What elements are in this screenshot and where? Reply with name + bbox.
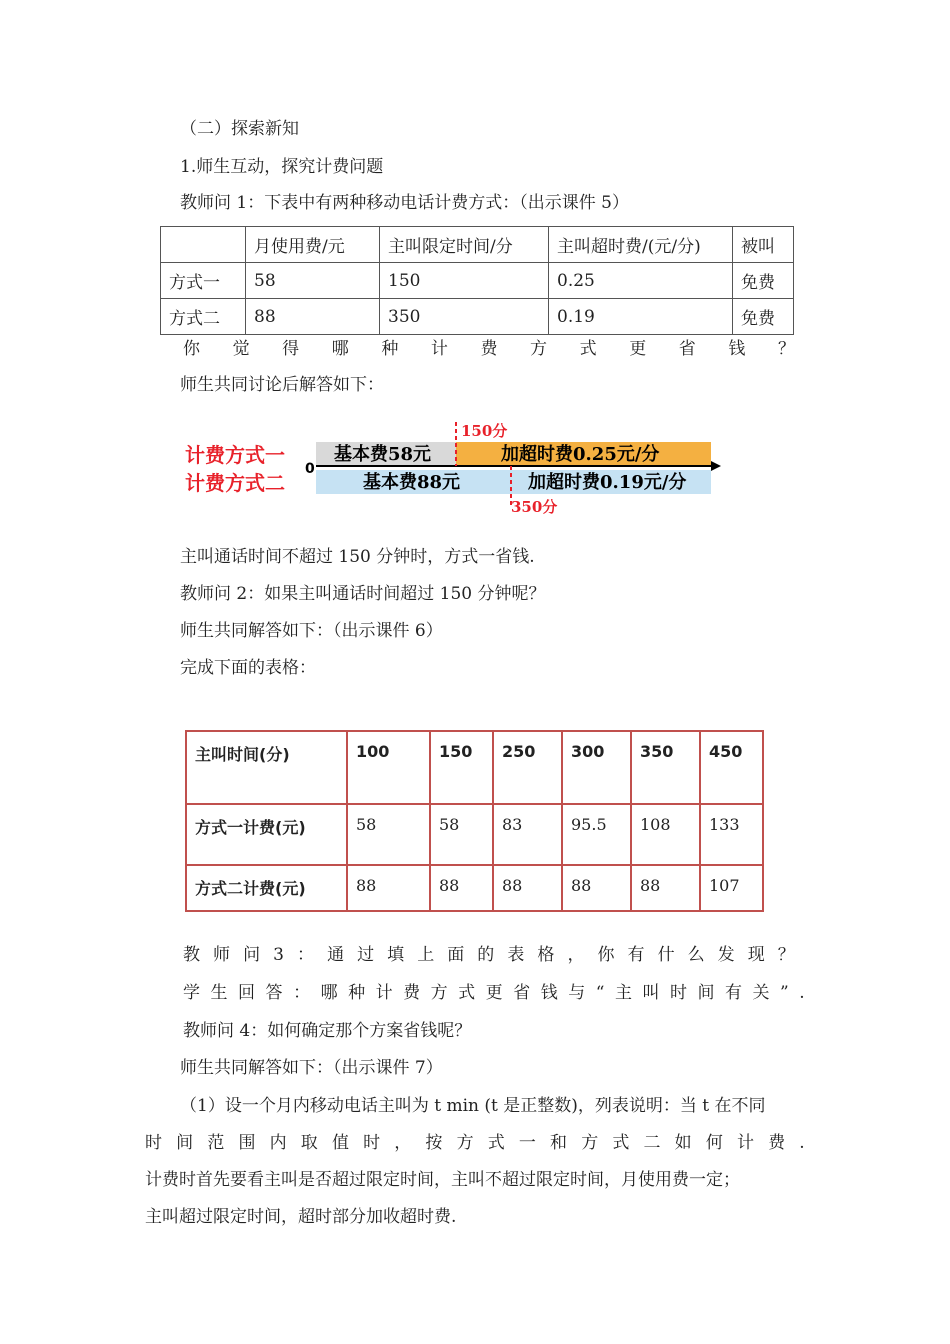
answer-2: 师生共同解答如下：（出示课件 6）	[180, 621, 443, 641]
table-cell: 58	[246, 263, 380, 299]
table-cell: 150	[430, 731, 493, 804]
text-char: ”	[780, 983, 789, 1003]
paragraph-line-4: 主叫超过限定时间，超时部分加收超时费.	[145, 1207, 457, 1227]
text-char: ：	[293, 983, 311, 1003]
table-cell: 88	[430, 865, 493, 911]
text-char: 回	[238, 983, 256, 1003]
table-cell: 免费	[733, 299, 794, 335]
text-char: 关	[752, 983, 770, 1003]
table-cell: 月使用费/元	[246, 227, 380, 263]
teacher-question-2: 教师问 2：如果主叫通话时间超过 150 分钟呢？	[180, 584, 546, 604]
question-prompt	[183, 338, 795, 360]
table-cell: 95.5	[562, 804, 631, 865]
table-cell: 133	[700, 804, 763, 865]
plan1-label: 计费方式一	[185, 443, 285, 467]
text-char: 费	[768, 1133, 786, 1153]
table-row	[186, 865, 763, 911]
text-char: 么	[687, 945, 705, 965]
text-char: 式	[458, 983, 476, 1003]
text-char: 方	[430, 983, 448, 1003]
subheading: 1.师生互动，探究计费问题	[180, 157, 384, 177]
text-char: 何	[705, 1133, 723, 1153]
text-char: 方	[530, 339, 548, 359]
table-cell: 88	[246, 299, 380, 335]
table-cell	[161, 227, 246, 263]
text-char: 哪	[331, 339, 349, 359]
text-char: 取	[300, 1133, 318, 1153]
text-char: 钱	[728, 339, 746, 359]
text-char: 主	[614, 983, 632, 1003]
table-cell: 方式二	[161, 299, 246, 335]
plan2-extra-text: 加超时费0.19元/分	[528, 472, 687, 493]
table-cell: 58	[347, 804, 430, 865]
text-char: 内	[269, 1133, 287, 1153]
text-char: 时	[669, 983, 687, 1003]
text-char: 答	[265, 983, 283, 1003]
table-row	[186, 731, 763, 804]
text-char: 和	[550, 1133, 568, 1153]
plan1-extra-text: 加超时费0.25元/分	[501, 444, 660, 465]
text-char: 范	[207, 1133, 225, 1153]
answer-3: 师生共同解答如下：（出示课件 7）	[180, 1058, 443, 1078]
text-char: 方	[456, 1133, 474, 1153]
text-char: ：	[297, 945, 315, 965]
text-char: 式	[612, 1133, 630, 1153]
table-cell: 150	[380, 263, 549, 299]
text-char: 如	[674, 1133, 692, 1153]
text-char: 问	[243, 945, 261, 965]
table-cell: 100	[347, 731, 430, 804]
paragraph-line-2	[145, 1132, 805, 1154]
text-char: 省	[513, 983, 531, 1003]
table-cell: 300	[562, 731, 631, 804]
text-char: 有	[627, 945, 645, 965]
text-char: 3	[273, 945, 284, 965]
mark-150-label: 150分	[461, 422, 508, 440]
text-char: 得	[282, 339, 300, 359]
text-char: 你	[597, 945, 615, 965]
section-heading: （二）探索新知	[180, 119, 299, 139]
table-cell: 88	[493, 865, 562, 911]
text-char: 叫	[642, 983, 660, 1003]
table-cell: 0.25	[549, 263, 733, 299]
table-cell: 88	[562, 865, 631, 911]
cost-comparison-table	[185, 730, 764, 912]
text-char: 间	[176, 1133, 194, 1153]
text-char: 二	[643, 1133, 661, 1153]
table-cell: 88	[347, 865, 430, 911]
text-char: 有	[725, 983, 743, 1003]
text-char: 更	[629, 339, 647, 359]
text-char: 种	[381, 339, 399, 359]
text-char: 计	[375, 983, 393, 1003]
table-cell: 免费	[733, 263, 794, 299]
text-char: .	[799, 983, 805, 1003]
text-char: 计	[430, 339, 448, 359]
text-char: 与	[568, 983, 586, 1003]
table-row	[161, 299, 794, 335]
table-cell: 主叫时间(分)	[186, 731, 347, 804]
paragraph-line-1: （1）设一个月内移动电话主叫为 t min (t 是正整数)，列表说明：当 t 在不同	[180, 1096, 766, 1116]
text-char: 钱	[540, 983, 558, 1003]
axis-arrow	[711, 461, 721, 471]
paragraph-line-3: 计费时首先要看主叫是否超过限定时间，主叫不超过限定时间，月使用费一定；	[145, 1170, 740, 1190]
answer-1: 主叫通话时间不超过 150 分钟时，方式一省钱.	[180, 547, 535, 567]
text-char: 费	[403, 983, 421, 1003]
text-char: 生	[210, 983, 228, 1003]
teacher-question-3	[183, 944, 795, 966]
text-char: 一	[518, 1133, 536, 1153]
student-answer	[183, 982, 805, 1004]
text-char: 更	[485, 983, 503, 1003]
table-cell: 58	[430, 804, 493, 865]
table-cell: 方式一计费(元)	[186, 804, 347, 865]
text-char: 种	[348, 983, 366, 1003]
table-cell: 250	[493, 731, 562, 804]
text-char: 面	[447, 945, 465, 965]
text-char: 师	[213, 945, 231, 965]
text-char: 时	[363, 1133, 381, 1153]
text-char: 计	[736, 1133, 754, 1153]
table-cell: 108	[631, 804, 700, 865]
text-char: 格	[537, 945, 555, 965]
text-char: 你	[183, 339, 200, 359]
text-char: 式	[579, 339, 597, 359]
text-char: 教	[183, 945, 200, 965]
table-cell: 方式二计费(元)	[186, 865, 347, 911]
text-char: 上	[417, 945, 435, 965]
table-cell: 0.19	[549, 299, 733, 335]
axis-zero: 0	[305, 461, 315, 477]
text-char: 学	[183, 983, 200, 1003]
teacher-question-4: 教师问 4：如何确定那个方案省钱呢？	[183, 1021, 472, 1041]
text-char: 时	[145, 1133, 162, 1153]
plan2-base-text: 基本费88元	[363, 472, 461, 493]
table-cell: 83	[493, 804, 562, 865]
text-char: 费	[480, 339, 498, 359]
table-cell: 主叫限定时间/分	[380, 227, 549, 263]
text-char: 值	[331, 1133, 349, 1153]
text-char: 什	[657, 945, 675, 965]
table-cell: 方式一	[161, 263, 246, 299]
text-char: .	[799, 1133, 805, 1153]
table-cell: 350	[380, 299, 549, 335]
text-char: 的	[477, 945, 495, 965]
table-row	[161, 263, 794, 299]
mark-350-label: 350分	[511, 498, 558, 516]
text-char: “	[595, 983, 605, 1003]
text-char: 现	[747, 945, 765, 965]
text-char: 表	[507, 945, 525, 965]
teacher-question-1: 教师问 1：下表中有两种移动电话计费方式：（出示课件 5）	[180, 193, 629, 213]
text-char: 哪	[320, 983, 338, 1003]
discussion-line: 师生共同讨论后解答如下：	[180, 375, 384, 395]
table-cell: 450	[700, 731, 763, 804]
fill-table-instruction: 完成下面的表格：	[180, 658, 316, 678]
text-char: 式	[487, 1133, 505, 1153]
text-char: 发	[717, 945, 735, 965]
table-cell: 350	[631, 731, 700, 804]
table-row	[186, 804, 763, 865]
text-char: 填	[387, 945, 405, 965]
text-char: ，	[394, 1133, 412, 1153]
billing-diagram	[183, 420, 743, 520]
text-char: ？	[777, 945, 795, 965]
text-char: 间	[697, 983, 715, 1003]
text-char: 过	[357, 945, 375, 965]
text-char: 方	[581, 1133, 599, 1153]
billing-plans-table	[160, 226, 794, 335]
table-cell: 107	[700, 865, 763, 911]
table-cell: 主叫超时费/(元/分)	[549, 227, 733, 263]
table-header-row	[161, 227, 794, 263]
plan2-label: 计费方式二	[185, 471, 285, 495]
plan1-base-text: 基本费58元	[334, 444, 432, 465]
text-char: ，	[567, 945, 585, 965]
text-char: 通	[327, 945, 345, 965]
text-char: 围	[238, 1133, 256, 1153]
table-cell: 被叫	[733, 227, 794, 263]
text-char: ？	[777, 339, 795, 359]
table-cell: 88	[631, 865, 700, 911]
text-char: 按	[425, 1133, 443, 1153]
text-char: 省	[678, 339, 696, 359]
text-char: 觉	[232, 339, 250, 359]
